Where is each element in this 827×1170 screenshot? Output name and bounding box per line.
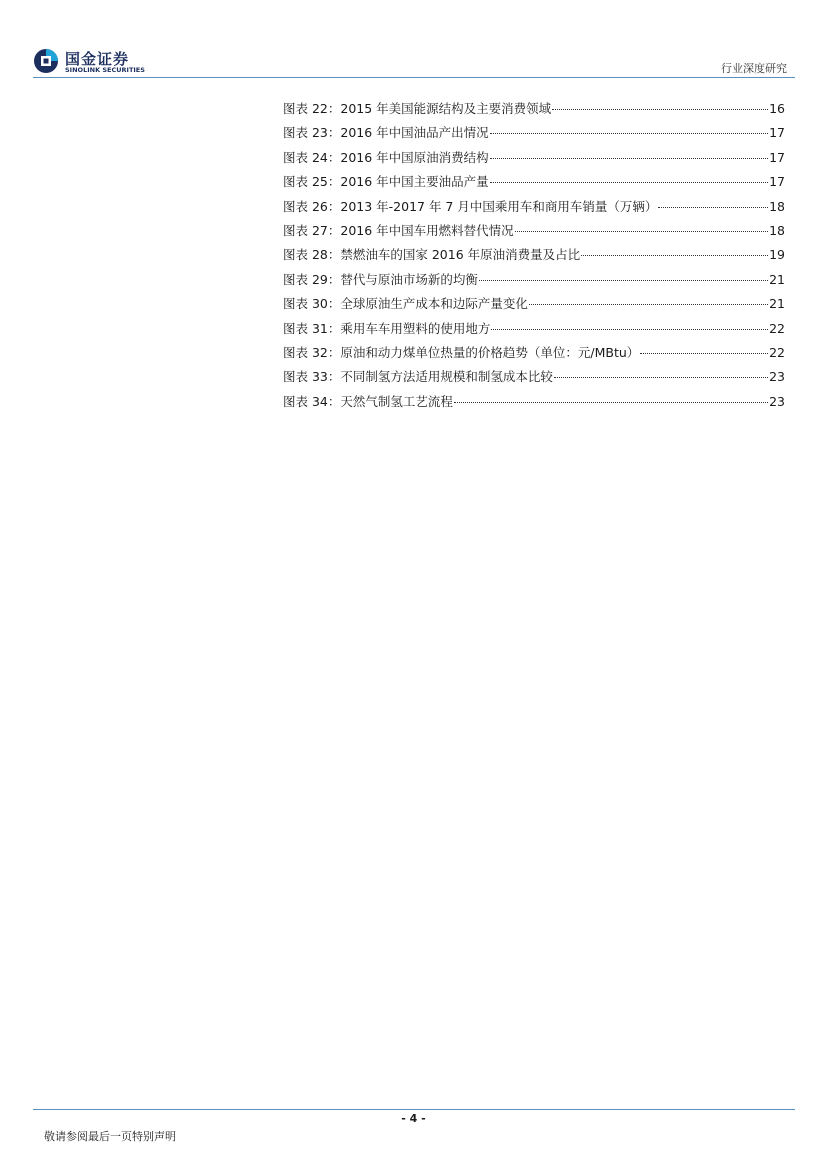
toc-entry-page: 18 [769, 222, 785, 238]
toc-entry-page: 17 [769, 149, 785, 165]
toc-entry-title: 图表 34：天然气制氢工艺流程 [283, 393, 453, 409]
toc-row[interactable] [283, 294, 785, 318]
toc-entry-title: 图表 29：替代与原油市场新的均衡 [283, 271, 478, 287]
toc-row[interactable] [283, 245, 785, 269]
toc-entry-page: 21 [769, 271, 785, 287]
toc-entry-page: 17 [769, 125, 785, 141]
toc-entry-title: 图表 22：2015 年美国能源结构及主要消费领域 [283, 101, 552, 116]
toc-entry-page: 19 [769, 247, 785, 263]
toc-row[interactable] [283, 392, 785, 416]
toc-row[interactable] [283, 221, 785, 245]
toc-row[interactable] [283, 343, 785, 367]
toc-entry-title: 图表 25：2016 年中国主要油品产量 [283, 174, 489, 190]
toc-entry-title: 图表 27：2016 年中国车用燃料替代情况 [283, 222, 514, 238]
company-logo [33, 46, 153, 78]
logo-chinese-name: 国金证券 [65, 50, 130, 68]
toc-leader-dots [491, 329, 768, 330]
toc-entry-page: 23 [769, 369, 785, 385]
toc-leader-dots [581, 255, 768, 256]
page-number: - 4 - [401, 1112, 426, 1125]
toc-entry-title: 图表 30：全球原油生产成本和边际产量变化 [283, 296, 528, 312]
toc-leader-dots [515, 231, 768, 232]
toc-entry-page: 21 [769, 296, 785, 312]
toc-row[interactable] [283, 99, 785, 123]
toc-row[interactable] [283, 172, 785, 196]
toc-row[interactable] [283, 123, 785, 147]
page-header [0, 0, 827, 80]
toc-entry-title: 图表 32：原油和动力煤单位热量的价格趋势（单位：元/MBtu） [283, 344, 640, 360]
toc-leader-dots [529, 304, 768, 305]
toc-entry-page: 16 [769, 101, 785, 116]
toc-entry-page: 18 [769, 198, 785, 214]
toc-leader-dots [552, 109, 768, 110]
toc-leader-dots [640, 353, 768, 354]
toc-leader-dots [490, 133, 768, 134]
disclaimer-note: 敬请参阅最后一页特别声明 [44, 1130, 176, 1143]
figure-list [283, 99, 785, 416]
report-type-label: 行业深度研究 [721, 62, 787, 75]
toc-leader-dots [479, 280, 768, 281]
toc-entry-title: 图表 28：禁燃油车的国家 2016 年原油消费量及占比 [283, 247, 581, 263]
toc-row[interactable] [283, 270, 785, 294]
toc-entry-page: 22 [769, 320, 785, 336]
toc-entry-title: 图表 23：2016 年中国油品产出情况 [283, 125, 489, 141]
toc-row[interactable] [283, 197, 785, 221]
sinolink-logo-icon [33, 48, 59, 74]
toc-entry-title: 图表 31：乘用车车用塑料的使用地方 [283, 320, 491, 336]
logo-english-name: SINOLINK SECURITIES [65, 66, 145, 74]
toc-entry-title: 图表 26：2013 年-2017 年 7 月中国乘用车和商用车销量（万辆） [283, 198, 658, 214]
toc-row[interactable] [283, 319, 785, 343]
toc-leader-dots [554, 377, 768, 378]
toc-entry-title: 图表 33：不同制氢方法适用规模和制氢成本比较 [283, 369, 553, 385]
header-divider [33, 77, 795, 78]
toc-entry-page: 23 [769, 393, 785, 409]
toc-row[interactable] [283, 148, 785, 172]
toc-leader-dots [490, 158, 768, 159]
toc-entry-page: 17 [769, 174, 785, 190]
toc-leader-dots [658, 207, 768, 208]
footer-divider [33, 1109, 795, 1110]
toc-leader-dots [490, 182, 768, 183]
toc-entry-page: 22 [769, 344, 785, 360]
toc-row[interactable] [283, 367, 785, 391]
toc-leader-dots [454, 402, 768, 403]
toc-entry-title: 图表 24：2016 年中国原油消费结构 [283, 149, 489, 165]
